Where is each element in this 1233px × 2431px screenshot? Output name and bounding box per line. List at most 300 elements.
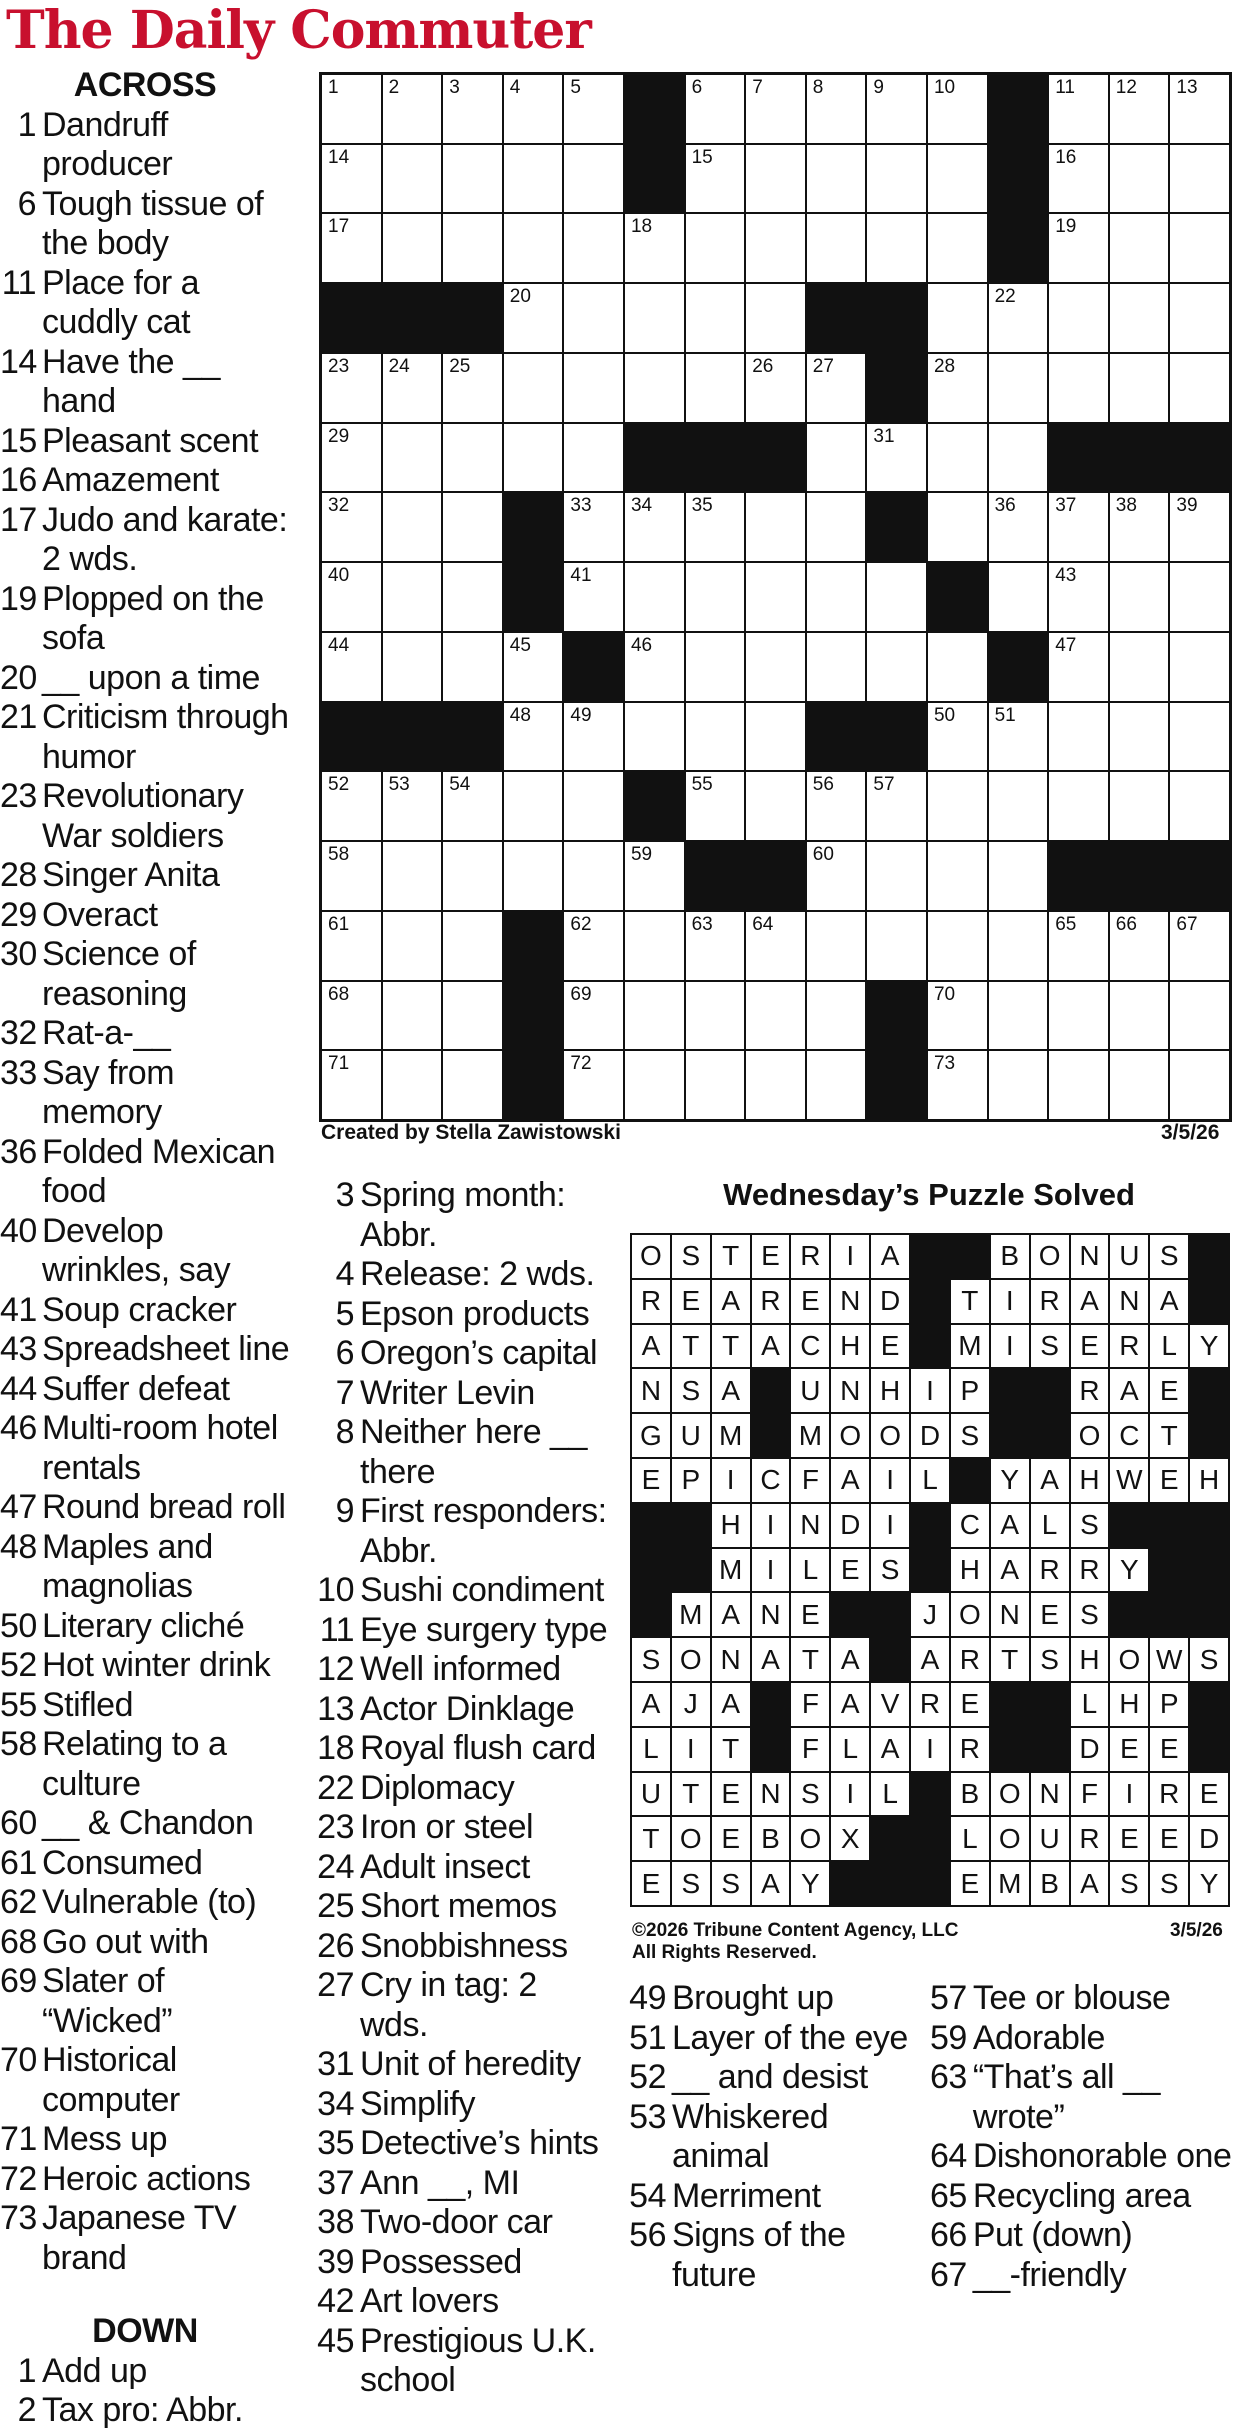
clue-text: Hot winter drink	[42, 1646, 271, 1684]
grid-square[interactable]	[504, 424, 563, 492]
grid-square[interactable]	[443, 563, 502, 631]
solved-letter: B	[752, 1817, 790, 1860]
square-number: 34	[630, 495, 653, 517]
square-number: 58	[328, 844, 350, 866]
grid-square[interactable]	[746, 354, 805, 422]
solved-black-square	[911, 1862, 949, 1905]
solved-letter: R	[1031, 1549, 1069, 1592]
clue-text: __ & Chandon	[42, 1804, 254, 1842]
grid-square[interactable]	[1049, 75, 1108, 143]
grid-square[interactable]	[807, 633, 866, 701]
grid-square[interactable]	[443, 912, 502, 980]
grid-square[interactable]	[686, 214, 745, 282]
grid-square[interactable]	[383, 912, 442, 980]
grid-square[interactable]	[322, 145, 381, 213]
grid-square[interactable]	[807, 1051, 866, 1119]
clue-number: 73	[0, 2199, 37, 2237]
grid-square[interactable]	[989, 354, 1048, 422]
grid-square[interactable]	[746, 772, 805, 840]
grid-square[interactable]	[625, 1051, 684, 1119]
grid-square[interactable]	[746, 284, 805, 352]
grid-square[interactable]	[807, 214, 866, 282]
clue-text: Spreadsheet line	[42, 1330, 290, 1368]
solved-black-square	[752, 1414, 790, 1457]
clue	[0, 343, 290, 422]
grid-square[interactable]	[322, 982, 381, 1050]
clue	[0, 896, 290, 936]
grid-square[interactable]	[504, 772, 563, 840]
grid-square[interactable]	[928, 912, 987, 980]
grid-square[interactable]	[443, 354, 502, 422]
solved-letter: A	[991, 1549, 1029, 1592]
grid-square[interactable]	[625, 493, 684, 561]
grid-square[interactable]	[383, 145, 442, 213]
solved-letter: L	[1071, 1683, 1109, 1726]
square-number: 25	[449, 355, 471, 377]
clue-text: Layer of the eye	[672, 2018, 908, 2057]
square-number: 26	[752, 355, 774, 377]
grid-square[interactable]	[1170, 633, 1229, 701]
grid-square[interactable]	[1170, 772, 1229, 840]
solved-black-square	[991, 1414, 1029, 1457]
grid-square[interactable]	[564, 912, 623, 980]
clue-number: 63	[930, 2058, 967, 2096]
grid-square[interactable]	[686, 145, 745, 213]
clue	[312, 1334, 612, 1374]
solved-letter: A	[831, 1459, 869, 1502]
solved-letter: M	[672, 1593, 710, 1636]
grid-square[interactable]	[322, 772, 381, 840]
grid-square[interactable]	[504, 75, 563, 143]
square-number: 52	[328, 774, 350, 796]
grid-square[interactable]	[1049, 563, 1108, 631]
grid-square[interactable]	[686, 75, 745, 143]
grid-square[interactable]	[686, 1051, 745, 1119]
grid-square[interactable]	[564, 1051, 623, 1119]
clue-number: 55	[0, 1685, 37, 1724]
grid-square[interactable]	[322, 842, 381, 910]
grid-square[interactable]	[746, 214, 805, 282]
square-number: 71	[328, 1053, 350, 1075]
clue-number: 40	[0, 1211, 37, 1250]
grid-square[interactable]	[989, 772, 1048, 840]
grid-square[interactable]	[1110, 354, 1169, 422]
solved-letter: L	[1031, 1504, 1069, 1547]
solved-letter: R	[911, 1683, 949, 1726]
grid-square[interactable]	[625, 284, 684, 352]
grid-square[interactable]	[383, 563, 442, 631]
grid-square[interactable]	[928, 354, 987, 422]
solved-letter: A	[1031, 1459, 1069, 1502]
grid-square[interactable]	[867, 912, 926, 980]
grid-square[interactable]	[1170, 1051, 1229, 1119]
grid-square[interactable]	[443, 1051, 502, 1119]
grid-square[interactable]	[443, 145, 502, 213]
grid-square[interactable]	[686, 284, 745, 352]
grid-square[interactable]	[1049, 354, 1108, 422]
square-number: 18	[630, 216, 653, 238]
grid-square[interactable]	[383, 214, 442, 282]
grid-square[interactable]	[383, 842, 442, 910]
grid-square[interactable]	[686, 493, 745, 561]
grid-square[interactable]	[686, 633, 745, 701]
black-square	[504, 1051, 563, 1119]
grid-square[interactable]	[1110, 75, 1169, 143]
clue-text: Snobbishness	[360, 1926, 568, 1965]
solved-letter: O	[1071, 1414, 1109, 1457]
grid-square[interactable]	[686, 563, 745, 631]
clue-text: Plopped on the sofa	[42, 579, 264, 657]
solved-letter: L	[632, 1728, 670, 1771]
grid-square[interactable]	[564, 772, 623, 840]
grid-square[interactable]	[746, 75, 805, 143]
black-square	[686, 424, 745, 492]
grid-square[interactable]	[504, 284, 563, 352]
grid-square[interactable]	[443, 633, 502, 701]
grid-square[interactable]	[989, 1051, 1048, 1119]
grid-square[interactable]	[867, 563, 926, 631]
grid-square[interactable]	[1110, 633, 1169, 701]
solved-letter: A	[991, 1504, 1029, 1547]
grid-square[interactable]	[625, 912, 684, 980]
grid-square[interactable]	[928, 633, 987, 701]
solved-letter: H	[712, 1504, 750, 1547]
grid-square[interactable]	[928, 214, 987, 282]
solved-letter: D	[1071, 1728, 1109, 1771]
grid-square[interactable]	[322, 633, 381, 701]
solved-letter: S	[1031, 1325, 1069, 1368]
grid-square[interactable]	[928, 284, 987, 352]
puzzle-credit: Created by Stella Zawistowski	[321, 1121, 621, 1144]
grid-square[interactable]	[1170, 75, 1229, 143]
grid-square[interactable]	[322, 424, 381, 492]
solved-letter: S	[1071, 1504, 1109, 1547]
solved-letter: S	[632, 1638, 670, 1681]
grid-square[interactable]	[504, 703, 563, 771]
grid-square[interactable]	[1110, 772, 1169, 840]
solved-black-square	[1110, 1504, 1148, 1547]
clue-text: Spring month: Abbr.	[360, 1176, 566, 1254]
black-square	[1110, 424, 1169, 492]
solved-letter: I	[1110, 1773, 1148, 1816]
copyright-line: ©2026 Tribune Content Agency, LLC	[632, 1920, 959, 1941]
grid-square[interactable]	[807, 145, 866, 213]
grid-square[interactable]	[686, 912, 745, 980]
grid-square[interactable]	[504, 354, 563, 422]
across-header: ACROSS	[73, 66, 217, 104]
grid-square[interactable]	[383, 982, 442, 1050]
grid-square[interactable]	[989, 912, 1048, 980]
solved-letter: V	[871, 1683, 909, 1726]
grid-square[interactable]	[443, 842, 502, 910]
grid-square[interactable]	[867, 75, 926, 143]
grid-square[interactable]	[564, 145, 623, 213]
solved-letter: N	[712, 1638, 750, 1681]
grid-square[interactable]	[1049, 284, 1108, 352]
grid-square[interactable]	[625, 214, 684, 282]
grid-square[interactable]	[1110, 493, 1169, 561]
solved-letter: O	[1110, 1638, 1148, 1681]
clue	[0, 1962, 290, 2041]
solved-black-square	[1110, 1593, 1148, 1636]
grid-square[interactable]	[1110, 1051, 1169, 1119]
grid-square[interactable]	[746, 912, 805, 980]
grid-square[interactable]	[625, 563, 684, 631]
grid-square[interactable]	[383, 633, 442, 701]
grid-square[interactable]	[928, 1051, 987, 1119]
clue	[0, 935, 290, 1014]
grid-square[interactable]	[564, 75, 623, 143]
solved-letter: D	[831, 1504, 869, 1547]
grid-square[interactable]	[564, 493, 623, 561]
grid-square[interactable]	[504, 145, 563, 213]
solved-letter: I	[911, 1369, 949, 1412]
solved-grid	[630, 1233, 1230, 1907]
grid-square[interactable]	[746, 493, 805, 561]
clue-text: Recycling area	[972, 2176, 1191, 2215]
grid-square[interactable]	[383, 493, 442, 561]
clue-number: 6	[17, 184, 36, 223]
grid-square[interactable]	[989, 284, 1048, 352]
grid-square[interactable]	[867, 633, 926, 701]
square-number: 70	[933, 983, 956, 1005]
grid-square[interactable]	[989, 493, 1048, 561]
grid-square[interactable]	[443, 424, 502, 492]
clue-number: 21	[0, 698, 37, 736]
solved-letter: I	[871, 1504, 909, 1547]
grid-square[interactable]	[443, 75, 502, 143]
solved-letter: M	[791, 1414, 829, 1457]
grid-square[interactable]	[928, 145, 987, 213]
grid-square[interactable]	[1170, 284, 1229, 352]
grid-square[interactable]	[867, 842, 926, 910]
grid-square[interactable]	[383, 772, 442, 840]
black-square	[746, 424, 805, 492]
grid-square[interactable]	[564, 354, 623, 422]
grid-square[interactable]	[686, 772, 745, 840]
grid-square[interactable]	[989, 563, 1048, 631]
grid-square[interactable]	[1170, 563, 1229, 631]
clue-text: Judo and karate: 2 wds.	[42, 500, 288, 578]
grid-square[interactable]	[1110, 563, 1169, 631]
grid-square[interactable]	[1110, 982, 1169, 1050]
square-number: 24	[388, 355, 410, 377]
grid-square[interactable]	[867, 424, 926, 492]
grid-square[interactable]	[504, 842, 563, 910]
grid-square[interactable]	[989, 982, 1048, 1050]
solved-letter: A	[1110, 1369, 1148, 1412]
clue	[0, 1409, 290, 1488]
grid-square[interactable]	[928, 703, 987, 771]
grid-square[interactable]	[1170, 214, 1229, 282]
grid-square[interactable]	[1110, 145, 1169, 213]
grid-square[interactable]	[322, 1051, 381, 1119]
black-square	[867, 1051, 926, 1119]
grid-square[interactable]	[1049, 982, 1108, 1050]
solved-letter: R	[632, 1280, 670, 1323]
clue	[0, 1686, 290, 1726]
grid-square[interactable]	[625, 982, 684, 1050]
grid-square[interactable]	[564, 703, 623, 771]
grid-square[interactable]	[1049, 633, 1108, 701]
grid-square[interactable]	[564, 563, 623, 631]
grid-square[interactable]	[746, 145, 805, 213]
solved-black-square	[911, 1549, 949, 1592]
clue-number: 43	[0, 1330, 37, 1368]
grid-square[interactable]	[746, 703, 805, 771]
grid-square[interactable]	[564, 284, 623, 352]
grid-square[interactable]	[928, 493, 987, 561]
grid-square[interactable]	[504, 633, 563, 701]
grid-square[interactable]	[746, 982, 805, 1050]
solved-letter: E	[831, 1549, 869, 1592]
grid-square[interactable]	[1049, 912, 1108, 980]
solved-letter: E	[1110, 1728, 1148, 1771]
clue	[312, 2085, 612, 2125]
clue-number: 69	[0, 1962, 37, 2000]
solved-black-square	[1190, 1593, 1228, 1636]
grid-square[interactable]	[1170, 145, 1229, 213]
grid-square[interactable]	[686, 354, 745, 422]
solved-black-square	[1190, 1683, 1228, 1726]
grid-square[interactable]	[625, 842, 684, 910]
solved-black-square	[1190, 1414, 1228, 1457]
grid-square[interactable]	[807, 772, 866, 840]
clue	[0, 1370, 290, 1410]
grid-square[interactable]	[1049, 703, 1108, 771]
grid-square[interactable]	[564, 842, 623, 910]
grid-square[interactable]	[1170, 703, 1229, 771]
solved-letter: I	[991, 1280, 1029, 1323]
grid-square[interactable]	[686, 703, 745, 771]
grid-square[interactable]	[989, 842, 1048, 910]
solved-black-square	[871, 1638, 909, 1681]
grid-square[interactable]	[322, 493, 381, 561]
grid-square[interactable]	[1170, 493, 1229, 561]
grid-square[interactable]	[1170, 912, 1229, 980]
grid-square[interactable]	[625, 633, 684, 701]
solved-letter: P	[951, 1369, 989, 1412]
grid-square[interactable]	[564, 214, 623, 282]
grid-square[interactable]	[1110, 284, 1169, 352]
clue-number: 27	[317, 1966, 354, 2004]
solved-letter: J	[672, 1683, 710, 1726]
grid-square[interactable]	[504, 214, 563, 282]
grid-square[interactable]	[1049, 772, 1108, 840]
grid-square[interactable]	[1049, 214, 1108, 282]
grid-square[interactable]	[989, 703, 1048, 771]
grid-square[interactable]	[1110, 214, 1169, 282]
clue	[624, 2019, 924, 2059]
clue-number: 6	[335, 1334, 354, 1372]
grid-square[interactable]	[564, 424, 623, 492]
clue-number: 58	[0, 1725, 37, 1763]
grid-square[interactable]	[1049, 145, 1108, 213]
grid-square[interactable]	[807, 354, 866, 422]
grid-square[interactable]	[686, 982, 745, 1050]
grid-square[interactable]	[443, 982, 502, 1050]
clue-number: 25	[317, 1887, 354, 1925]
grid-square[interactable]	[443, 772, 502, 840]
grid-square[interactable]	[867, 214, 926, 282]
clue	[0, 1646, 290, 1686]
solved-black-square	[1190, 1369, 1228, 1412]
grid-square[interactable]	[1170, 354, 1229, 422]
solved-letter: H	[871, 1369, 909, 1412]
grid-square[interactable]	[746, 1051, 805, 1119]
black-square	[989, 214, 1048, 282]
grid-square[interactable]	[928, 842, 987, 910]
grid-square[interactable]	[807, 912, 866, 980]
grid-square[interactable]	[383, 75, 442, 143]
solved-letter: E	[1150, 1459, 1188, 1502]
clue-number: 2	[17, 2391, 36, 2429]
grid-square[interactable]	[807, 493, 866, 561]
grid-square[interactable]	[989, 424, 1048, 492]
grid-square[interactable]	[746, 563, 805, 631]
clue-text: Go out with	[42, 1922, 209, 1961]
grid-square[interactable]	[383, 1051, 442, 1119]
solved-letter: H	[1071, 1459, 1109, 1502]
clue-number: 56	[629, 2216, 666, 2254]
grid-square[interactable]	[1110, 703, 1169, 771]
grid-square[interactable]	[807, 75, 866, 143]
solved-letter: F	[791, 1459, 829, 1502]
clue	[312, 1808, 612, 1848]
clue-number: 20	[0, 658, 37, 697]
grid-square[interactable]	[1110, 912, 1169, 980]
solved-black-square	[1031, 1369, 1069, 1412]
clue	[0, 1212, 290, 1291]
solved-letter: S	[672, 1369, 710, 1412]
grid-square[interactable]	[807, 842, 866, 910]
grid-square[interactable]	[625, 703, 684, 771]
grid-square[interactable]	[807, 563, 866, 631]
solved-letter: C	[1110, 1414, 1148, 1457]
grid-square[interactable]	[746, 633, 805, 701]
grid-square[interactable]	[322, 75, 381, 143]
grid-square[interactable]	[807, 424, 866, 492]
grid-square[interactable]	[928, 772, 987, 840]
grid-square[interactable]	[928, 424, 987, 492]
grid-square[interactable]	[1170, 982, 1229, 1050]
solved-letter: O	[672, 1817, 710, 1860]
grid-square[interactable]	[1049, 493, 1108, 561]
grid-square[interactable]	[625, 354, 684, 422]
grid-square[interactable]	[867, 145, 926, 213]
down-clues-col4	[930, 1979, 1233, 2295]
grid-square[interactable]	[322, 354, 381, 422]
grid-square[interactable]	[443, 214, 502, 282]
grid-square[interactable]	[807, 982, 866, 1050]
grid-square[interactable]	[867, 772, 926, 840]
clue	[312, 1650, 612, 1690]
grid-square[interactable]	[1049, 1051, 1108, 1119]
grid-square[interactable]	[564, 982, 623, 1050]
solved-black-square	[831, 1593, 869, 1636]
grid-square[interactable]	[383, 424, 442, 492]
grid-square[interactable]	[928, 982, 987, 1050]
grid-square[interactable]	[383, 354, 442, 422]
grid-square[interactable]	[322, 563, 381, 631]
grid-square[interactable]	[443, 493, 502, 561]
clue-number: 36	[0, 1132, 37, 1171]
clue-number: 16	[0, 461, 37, 499]
grid-square[interactable]	[928, 75, 987, 143]
grid-square[interactable]	[322, 214, 381, 282]
square-number: 47	[1055, 634, 1077, 656]
grid-square[interactable]	[322, 912, 381, 980]
